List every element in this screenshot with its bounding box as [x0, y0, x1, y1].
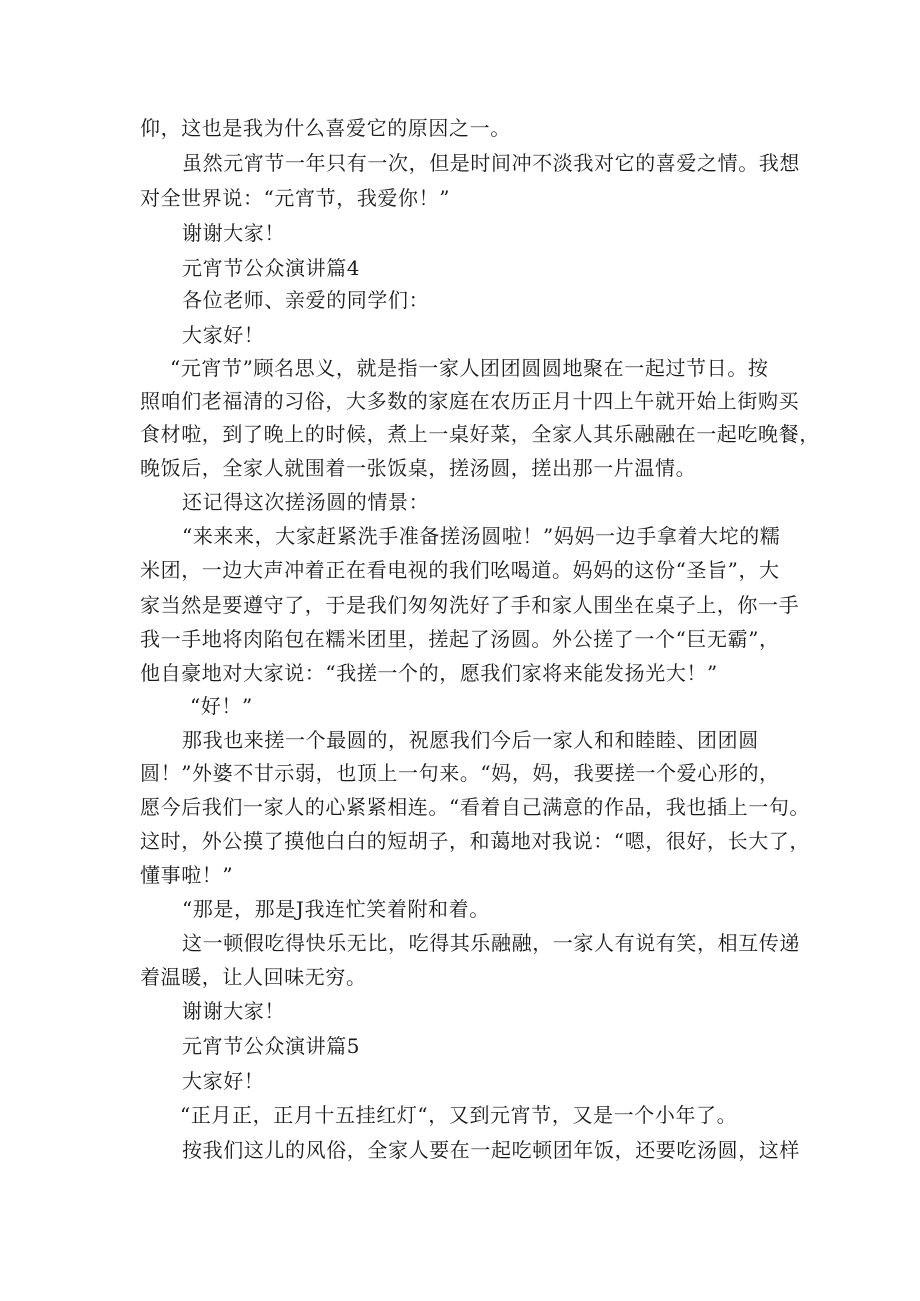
text-line: 大家好！	[182, 1069, 265, 1093]
section-heading: 元宵节公众演讲篇4	[182, 256, 361, 280]
text-line: 食材啦，到了晚上的时候，煮上一桌好菜，全家人其乐融融在一起吃晚餐，	[140, 422, 820, 446]
text-line: 照咱们老福清的习俗，大多数的家庭在农历正月十四上午就开始上街购买	[140, 389, 800, 413]
text-line: 那我也来搓一个最圆的，祝愿我们今后一家人和和睦睦、团团圆	[182, 728, 759, 752]
text-line: 对全世界说：“元宵节，我爱你！”	[140, 186, 451, 210]
text-line: 谢谢大家！	[182, 221, 285, 245]
text-line: 谢谢大家！	[182, 999, 285, 1023]
text-line: “好！”	[190, 694, 253, 718]
text-line: 着温暖，让人回味无穷。	[140, 965, 367, 989]
text-line: “正月正，正月十五挂红灯“，又到元宵节，又是一个小年了。	[180, 1103, 738, 1127]
text-line: 大家好！	[182, 323, 265, 347]
text-line: 米团，一边大声冲着正在看电视的我们吆喝道。妈妈的这份“圣旨”，大	[140, 558, 780, 582]
text-line: 晚饭后，全家人就围着一张饭桌，搓汤圆，搓出那一片温情。	[140, 456, 697, 480]
text-line: 愿今后我们一家人的心紧紧相连。“看着自己满意的作品，我也插上一句。	[140, 795, 811, 819]
text-line: 还记得这次搓汤圆的情景：	[182, 490, 430, 514]
text-line: 按我们这儿的风俗，全家人要在一起吃顿团年饭，还要吃汤圆，这样	[182, 1138, 800, 1162]
section-heading: 元宵节公众演讲篇5	[182, 1034, 361, 1058]
text-line: “那是，那是J我连忙笑着附和着。	[182, 897, 490, 921]
text-line: 懂事啦！”	[140, 863, 234, 887]
text-line: 各位老师、亲爱的同学们：	[182, 288, 430, 312]
text-line: 他自豪地对大家说：“我搓一个的，愿我们家将来能发扬光大！”	[140, 661, 718, 685]
text-line: 这时，外公摸了摸他白白的短胡子，和蔼地对我说：“嗯，很好，长大了，	[140, 829, 811, 853]
text-line: 圆！”外婆不甘示弱，也顶上一句来。“妈，妈，我要搓一个爱心形的，	[140, 761, 780, 785]
text-line: 这一顿假吃得快乐无比，吃得其乐融融，一家人有说有笑，相互传递	[182, 931, 800, 955]
text-line: 我一手地将肉陷包在糯米团里，搓起了汤圆。外公搓了一个“巨无霸”，	[140, 627, 780, 651]
text-line: “元宵节”顾名思义，就是指一家人团团圆圆地聚在一起过节日。按	[170, 356, 769, 380]
text-line: 虽然元宵节一年只有一次，但是时间冲不淡我对它的喜爱之情。我想	[182, 151, 800, 175]
text-line: “来来来，大家赶紧洗手准备搓汤圆啦！”妈妈一边手拿着大坨的糯	[182, 524, 781, 548]
text-line: 仰，这也是我为什么喜爱它的原因之一。	[140, 116, 511, 140]
text-line: 家当然是要遵守了，于是我们匆匆洗好了手和家人围坐在桌子上，你一手	[140, 593, 800, 617]
